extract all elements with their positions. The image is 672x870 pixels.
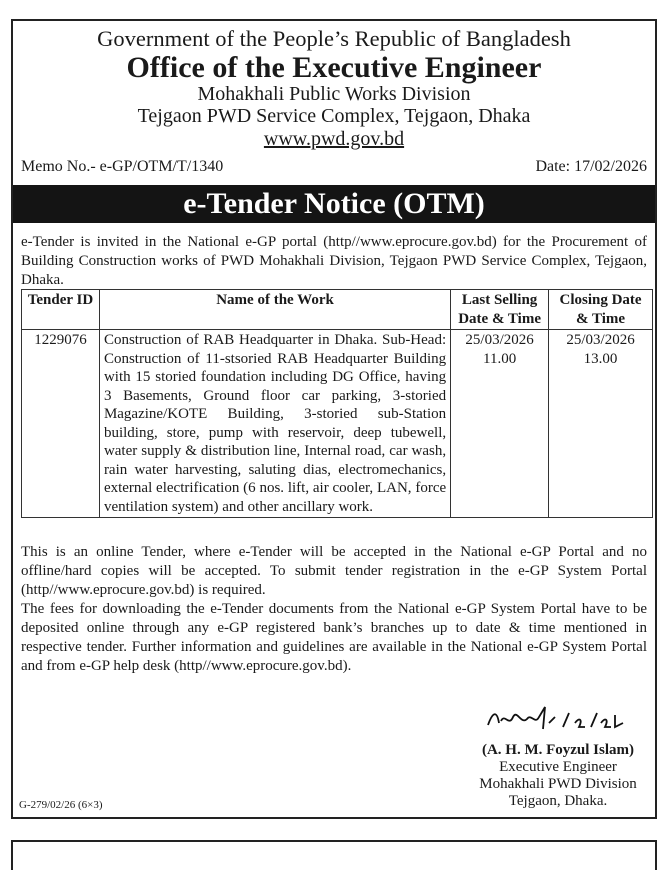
- website: [13, 128, 655, 151]
- tender-notice: [11, 19, 657, 819]
- office-title: Office of the Executive Engineer: [126, 51, 542, 84]
- work-description: Construction of RAB Headquarter in Dhaka. Sub-Head: Construction of 11-stsoried RAB Headquarter Building with 15 storied foundation including DG Office, having 3 Basements, Ground floor car parking, 3-storied Magazine/KOTE Building, 3-storied sub-Station building, store, pump with reservoir, deep tubewell, water supply & distribution line, Internal road, car wash, rain water harvesting, saluting dias, electromechanics, external electrification (6 nos. lift, air cooler, LAN, force ventilation system) and other ancillary work.: [99, 330, 450, 518]
- division-name: Mohakhali Public Works Division: [197, 83, 471, 105]
- closing-date: 25/03/2026: [566, 332, 635, 348]
- intro-paragraph: e-Tender is invited in the National e-GP portal (http//www.eprocure.gov.bd) for the Procurement of Building Construction works of PWD Mohakhali Division, Tejgaon PWD Service Complex, Tejgaon, Dhaka.: [21, 234, 647, 288]
- table-header-row: [22, 290, 653, 330]
- memo-number: Memo No.- e-GP/OTM/T/1340: [21, 158, 224, 175]
- closing-time: 13.00: [583, 350, 618, 367]
- signatory-name: (A. H. M. Foyzul Islam): [481, 742, 635, 758]
- table-row: [22, 330, 653, 518]
- next-notice-border: [11, 840, 657, 870]
- col-closing: Closing Date & Time: [549, 290, 653, 330]
- last-selling-date: 25/03/2026: [465, 332, 534, 348]
- online-tender-paragraph: This is an online Tender, where e-Tender will be accepted in the National e-GP Portal and no offline/hard copies will be accepted. To submit tender registration in the e-GP System Portal (http//www.eprocure.gov.bd) is required.: [21, 544, 647, 598]
- website-link[interactable]: www.pwd.gov.bd: [263, 128, 405, 150]
- government-line: Government of the People’s Republic of Bangladesh: [97, 26, 571, 51]
- notice-date: Date: 17/02/2026: [535, 158, 647, 175]
- handwritten-signature-icon: [483, 703, 633, 733]
- office-address: Tejgaon PWD Service Complex, Tejgaon, Dhaka: [137, 105, 531, 127]
- notice-title: e-Tender Notice (OTM): [13, 185, 655, 223]
- fees-paragraph: The fees for downloading the e-Tender documents from the National e-GP System Portal have to be deposited online through any e-GP registered bank’s branches up to date & time mentioned in respective tender. Further information and guidelines are available in the National e-GP System Portal and from e-GP help desk (http//www.eprocure.gov.bd).: [21, 601, 647, 674]
- tender-id: 1229076: [22, 330, 100, 518]
- col-last-selling: Last Selling Date & Time: [451, 290, 549, 330]
- closing-cell: [549, 330, 653, 518]
- signatory-designation: Executive Engineer: [499, 759, 617, 775]
- col-tender-id: Tender ID: [22, 290, 100, 330]
- signature-block: [473, 703, 643, 810]
- tender-table: [21, 289, 653, 518]
- last-selling-time: 11.00: [483, 350, 517, 367]
- col-work-name: Name of the Work: [99, 290, 450, 330]
- last-selling-cell: [451, 330, 549, 518]
- signatory-location: Tejgaon, Dhaka.: [508, 793, 608, 809]
- signatory-division: Mohakhali PWD Division: [479, 776, 637, 792]
- ad-code: G-279/02/26 (6×3): [19, 799, 103, 811]
